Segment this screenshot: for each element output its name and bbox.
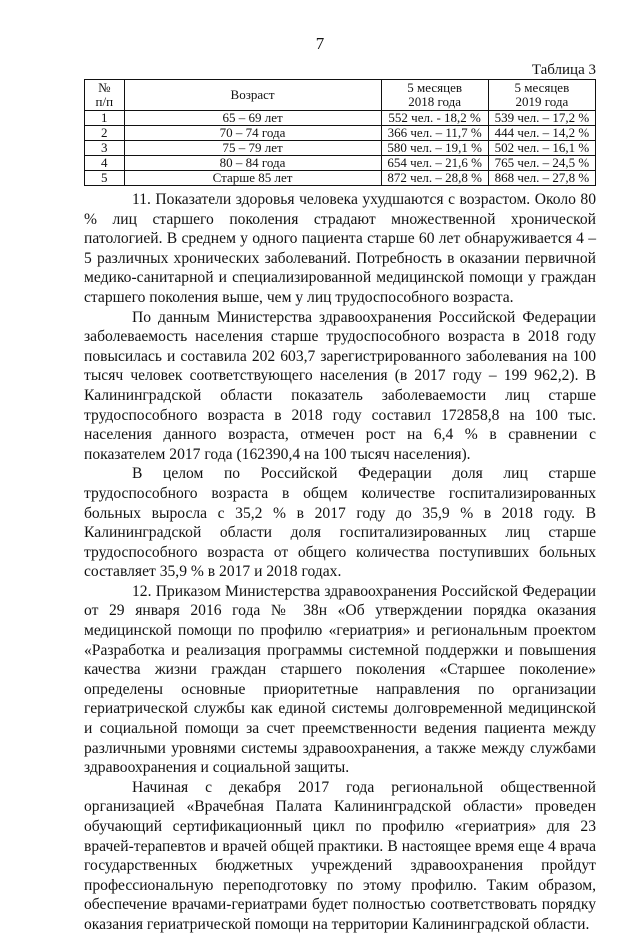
row-2018-value: 580 чел. – 19,1 %: [381, 141, 488, 156]
header-2019-line1: 5 месяцев: [514, 80, 570, 95]
age-distribution-table: [84, 79, 596, 186]
header-2018-line2: 2018 года: [408, 94, 462, 109]
page-number: 7: [315, 34, 325, 53]
header-number-line1: №: [98, 80, 111, 95]
row-2019-value: 502 чел. – 16,1 %: [488, 141, 595, 156]
header-2019-line2: 2019 года: [515, 94, 569, 109]
row-2018-value: 552 чел. - 18,2 %: [381, 111, 488, 126]
row-2019-value: 765 чел. – 24,5 %: [488, 156, 595, 171]
table-row: [85, 156, 596, 171]
row-2018-value: 872 чел. – 28,8 %: [381, 171, 488, 186]
header-2018: [381, 80, 488, 111]
row-2018-value: 366 чел. – 11,7 %: [381, 126, 488, 141]
header-2018-line1: 5 месяцев: [407, 80, 462, 95]
row-number: 1: [85, 111, 125, 126]
table-row: [85, 171, 596, 186]
table-row: [85, 111, 596, 126]
row-2019-value: 539 чел. – 17,2 %: [488, 111, 595, 126]
body-text: [84, 190, 596, 935]
header-number: [85, 80, 125, 111]
row-age: 80 – 84 года: [124, 156, 381, 171]
table-row: [85, 141, 596, 156]
paragraph-11: 11. Показатели здоровья человека ухудшаются с возрастом. Около 80 % лиц старшего поколения страдают множественной хронической патологией. В среднем у одного пациента старше 60 лет обнаруживается 4 – 5 различных хронических заболеваний. Потребность в оказании первичной медико-санитарной и специализированной медицинской помощи у граждан старшего поколения выше, чем у лиц трудоспособного возраста.: [84, 191, 596, 306]
row-number: 3: [85, 141, 125, 156]
row-number: 5: [85, 171, 125, 186]
row-age: 65 – 69 лет: [124, 111, 381, 126]
row-age: 70 – 74 года: [124, 126, 381, 141]
row-2018-value: 654 чел. – 21,6 %: [381, 156, 488, 171]
row-age: 75 – 79 лет: [124, 141, 381, 156]
paragraph-hospitalization: В целом по Российской Федерации доля лиц старше трудоспособного возраста в общем количестве госпитализированных больных выросла с 35,2 % в 2017 году до 35,9 % в 2018 году. В Калининградской области доля госпитализированных лиц старше трудоспособного возраста от общего количества поступивших больных составляет 35,9 % в 2017 и 2018 годах.: [84, 465, 596, 581]
table-caption: Таблица 3: [531, 62, 596, 78]
row-number: 2: [85, 126, 125, 141]
header-age: Возраст: [124, 80, 381, 111]
row-age: Старше 85 лет: [124, 171, 381, 186]
row-2019-value: 868 чел. – 27,8 %: [488, 171, 595, 186]
row-2019-value: 444 чел. – 14,2 %: [488, 126, 595, 141]
table-header-row: [85, 80, 596, 111]
table-row: [85, 126, 596, 141]
row-number: 4: [85, 156, 125, 171]
paragraph-ministry-data: По данным Министерства здравоохранения Российской Федерации заболеваемость населения старше трудоспособного возраста в 2018 году повысилась и составила 202 603,7 зарегистрированного заболевания на 100 тысяч человек соответствующего населения (в 2017 году – 199 962,2). В Калининградской области показатель заболеваемости лиц старше трудоспособного возраста в 2018 году составил 172858,8 на 100 тыс. населения данного возраста, отмечен рост на 6,4 % в сравнении с показателем 2017 года (162390,4 на 100 тысяч населения).: [84, 308, 596, 463]
paragraph-12: 12. Приказом Министерства здравоохранения Российской Федерации от 29 января 2016 года № 38н «Об утверждении порядка оказания медицинской помощи по профилю «гериатрия» и региональным проектом «Разработка и реализация программы системной поддержки и повышения качества жизни граждан старшего поколения «Старшее поколение» определены основные приоритетные направления по организации гериатрической службы как единой системы долговременной медицинской и социальной помощи за счет преемственности ведения пациента между различными уровнями системы здравоохранения, а также между службами здравоохранения и социальной защиты.: [84, 582, 596, 777]
paragraph-geriatric-training: Начиная с декабря 2017 года региональной общественной организацией «Врачебная Палата Калининградской области» проведен обучающий сертификационный цикл по профилю «гериатрия» для 23 врачей-терапевтов и врачей общей практики. В настоящее время еще 4 врача государственных бюджетных учреждений здравоохранения пройдут профессиональную переподготовку по этому профилю. Таким образом, обеспечение врачами-гериатрами будет полностью соответствовать порядку оказания гериатрической помощи на территории Калининградской области.: [84, 778, 596, 933]
header-2019: [488, 80, 595, 111]
header-number-line2: п/п: [95, 94, 114, 109]
